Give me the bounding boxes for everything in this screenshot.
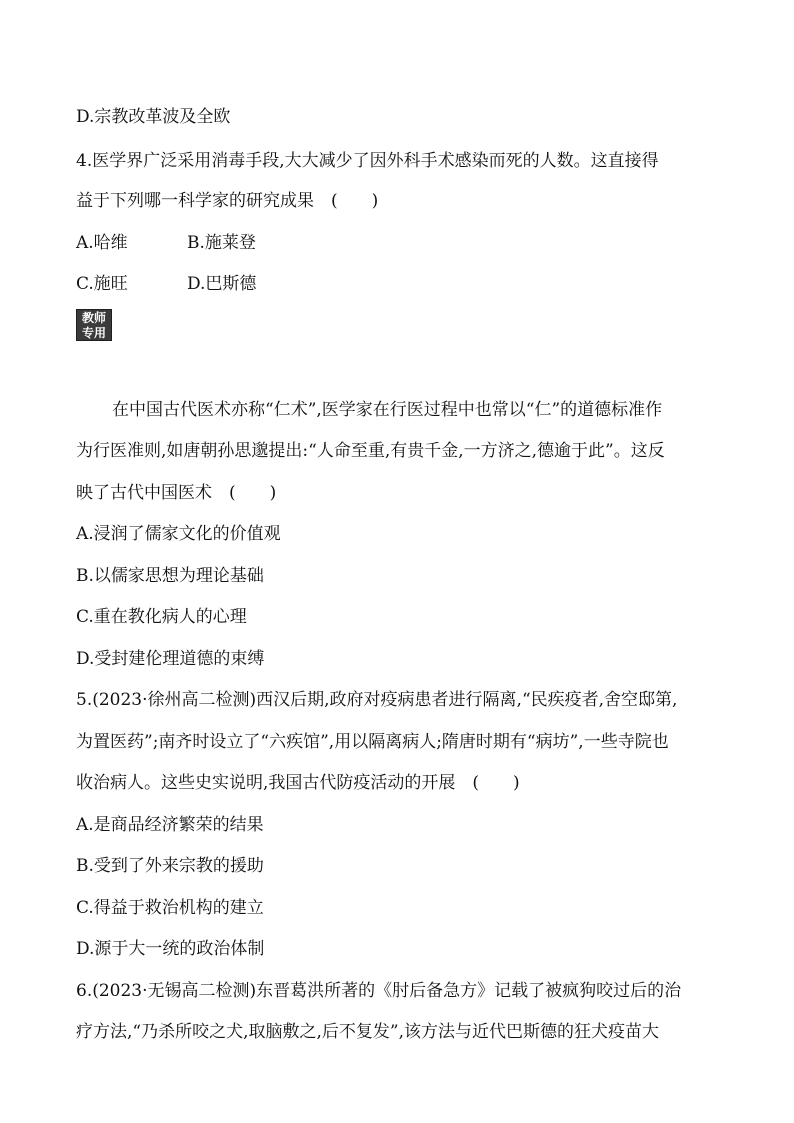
q5-stem-line-1: 5.(2023·徐州高二检测)西汉后期,政府对疫病患者进行隔离,“民疾疫者,舍空邸第, xyxy=(76,690,678,710)
teacher-badge-line-2: 专用 xyxy=(81,326,106,340)
q4-stem-line-2: 益于下列哪一科学家的研究成果 ( ) xyxy=(76,191,379,211)
teacher-q-option-b: B.以儒家思想为理论基础 xyxy=(76,566,264,586)
q5-stem-line-3: 收治病人。这些史实说明,我国古代防疫活动的开展 ( ) xyxy=(76,773,520,793)
q6-stem-line-1: 6.(2023·无锡高二检测)东晋葛洪所著的《肘后备急方》记载了被疯狗咬过后的治 xyxy=(76,981,682,1001)
q5-option-d: D.源于大一统的政治体制 xyxy=(76,939,265,959)
q5-option-b: B.受到了外来宗教的援助 xyxy=(76,856,264,876)
teacher-q-option-c: C.重在教化病人的心理 xyxy=(76,607,247,627)
q6-stem-line-2: 疗方法,“乃杀所咬之犬,取脑敷之,后不复发”,该方法与近代巴斯德的狂犬疫苗大 xyxy=(76,1022,659,1042)
teacher-q-stem-line-1: 在中国古代医术亦称“仁术”,医学家在行医过程中也常以“仁”的道德标准作 xyxy=(112,400,663,420)
q3-option-d: D.宗教改革波及全欧 xyxy=(76,107,231,127)
q4-option-b: B.施莱登 xyxy=(187,233,256,253)
teacher-q-option-d: D.受封建伦理道德的束缚 xyxy=(76,649,265,669)
q5-option-a: A.是商品经济繁荣的结果 xyxy=(76,815,264,835)
q5-stem-line-2: 为置医药”;南齐时设立了“六疾馆”,用以隔离病人;隋唐时期有“病坊”,一些寺院也 xyxy=(76,732,669,752)
q4-option-a: A.哈维 xyxy=(76,233,128,253)
teacher-q-option-a: A.浸润了儒家文化的价值观 xyxy=(76,524,281,544)
q4-option-c: C.施旺 xyxy=(76,274,128,294)
q4-option-d: D.巴斯德 xyxy=(187,274,257,294)
q5-option-c: C.得益于救治机构的建立 xyxy=(76,898,264,918)
teacher-badge-line-1: 教师 xyxy=(81,311,106,325)
q4-stem-line-1: 4.医学界广泛采用消毒手段,大大减少了因外科手术感染而死的人数。这直接得 xyxy=(76,151,659,171)
teacher-q-stem-line-2: 为行医准则,如唐朝孙思邈提出:“人命至重,有贵千金,一方济之,德逾于此”。这反 xyxy=(76,441,665,461)
teacher-q-stem-line-3: 映了古代中国医术 ( ) xyxy=(76,483,277,503)
teacher-only-badge xyxy=(76,309,112,341)
